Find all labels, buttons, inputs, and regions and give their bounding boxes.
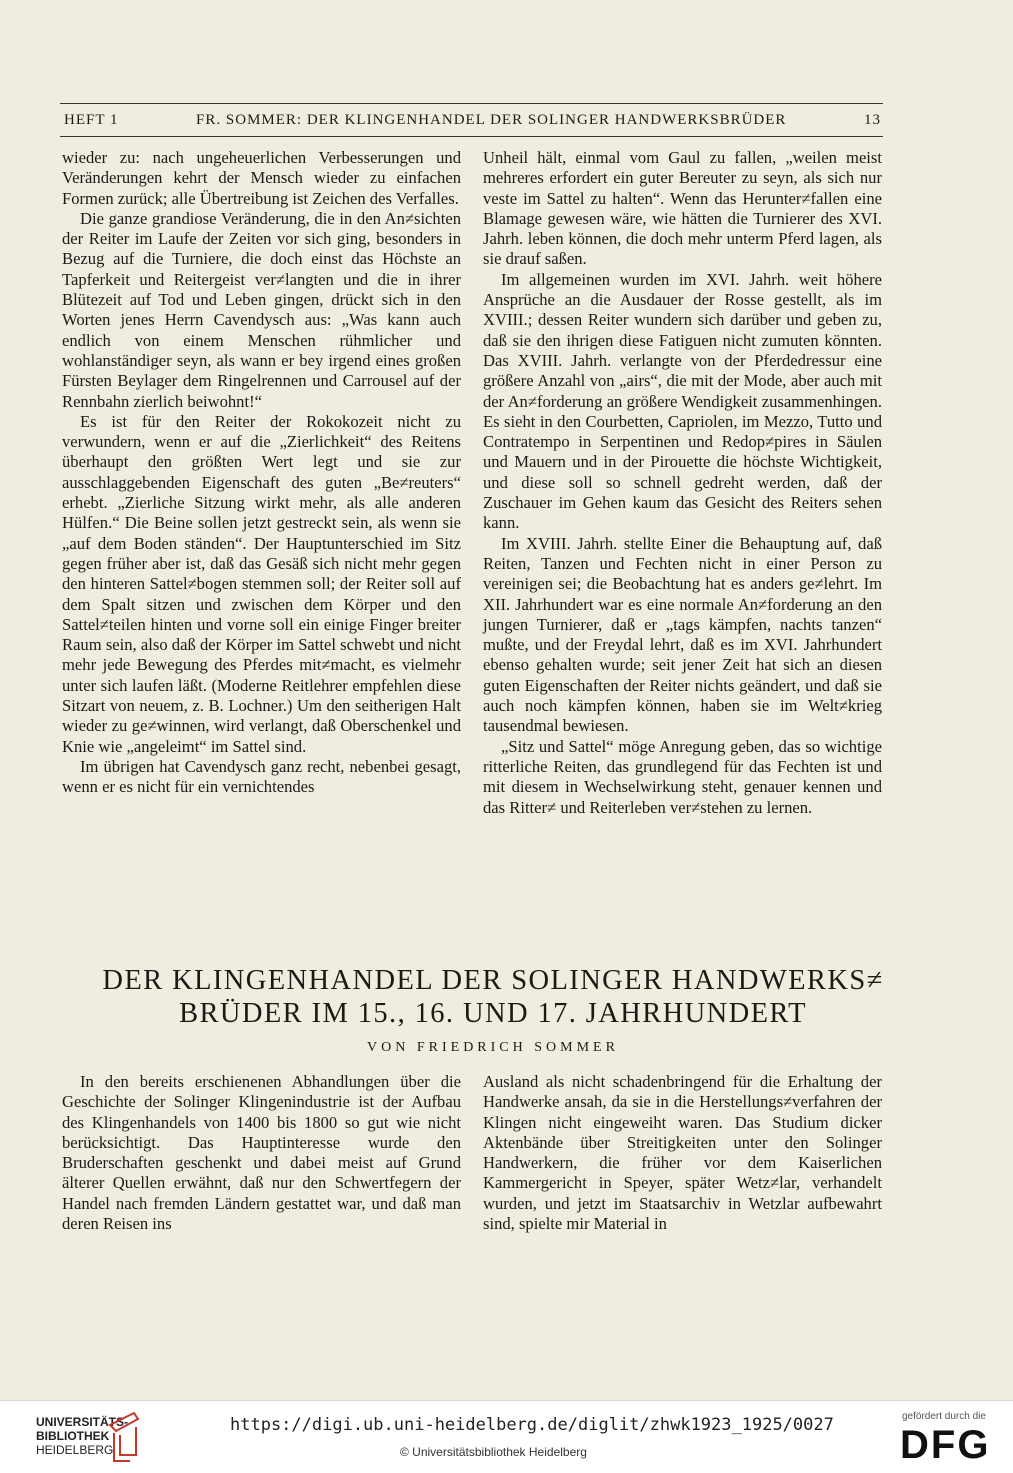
paragraph: Im XVIII. Jahrh. stellte Einer die Behauptung auf, daß Reiten, Tanzen und Fechten nicht in einer Person zu vereinigen sei; die Beobachtung hat es anders ge≠lehrt. Im XII. Jahrhundert war es eine normale An≠forderung an den jungen Turnierer, daß er „tags kämpfen, nachts tanzen“ mußte, und der Freydal lehrt, daß es im XVI. Jahrhundert ebenso gehalten wurde; seit jener Zeit hat sich an diesen guten Eigenschaften der Reiter nichts geändert, und daß sie auch noch kämpfen können, haben sie im Welt≠krieg tausendmal bewiesen. — [483, 533, 882, 736]
article-title — [56, 964, 930, 1030]
running-title: FR. SOMMER: DER KLINGENHANDEL DER SOLINGER HANDWERKSBRÜDER — [196, 112, 787, 128]
page-number: 13 — [863, 112, 881, 128]
lower-left-column — [62, 1072, 461, 1234]
dfg-logo-icon[interactable]: DFG — [900, 1423, 991, 1467]
viewer-footer — [0, 1400, 1013, 1473]
paragraph: In den bereits erschienenen Abhandlungen über die Geschichte der Solinger Klingenindustrie ist der Aufbau des Klingenhandels von 1400 bis 1800 so gut wie nicht berücksichtigt. Das Hauptinteresse wurde den Bruderschaften geschenkt und dabei meist auf Grund älterer Quellen erwähnt, daß nur den Schwertfegern der Handel nach fremden Ländern gestattet war, und daß man deren Reisen ins — [62, 1072, 461, 1234]
top-rule — [60, 103, 883, 104]
running-head — [64, 112, 881, 129]
library-logo-icon[interactable] — [104, 1409, 144, 1463]
paragraph: Ausland als nicht schadenbringend für die Erhaltung der Handwerke ansah, da sie in die Herstellungs≠verfahren der Klingen nicht eingeweiht waren. Das Studium dicker Aktenbände über Streitigkeiten unter den Solinger Handwerkern, die früher vor dem Kaiserlichen Kammergericht in Speyer, später Wetz≠lar, verhandelt wurden, und jetzt im Staatsarchiv in Wetzlar aufbewahrt sind, spielte mir Material in — [483, 1072, 882, 1234]
article-title-line-2: BRÜDER IM 15., 16. UND 17. JAHRHUNDERT — [179, 998, 807, 1029]
copyright-notice: © Universitätsbibliothek Heidelberg — [400, 1445, 587, 1459]
paragraph: Die ganze grandiose Veränderung, die in den An≠sichten der Reiter im Laufe der Zeiten vor sich ging, besonders in Bezug auf die Turniere, die doch einst das Höchste an Tapferkeit und Reitergeist ver≠langten und die in ihrer Blütezeit auf Tod und Leben gingen, drückt sich in den Worten jenes Herrn Cavendysch aus: „Was kann auch endlich von einem Menschen rühmlicher und wohlanständiger seyn, als wann er bey irgend eines großen Fürsten Beylager dem Ringelrennen und Carrousel auf der Rennbahn zierlich beiwohnt!“ — [62, 208, 461, 411]
paragraph: „Sitz und Sattel“ möge Anregung geben, das so wichtige ritterliche Reiten, das grundlegend für das Fechten ist und mit diesem in Wechselwirkung steht, genauer kennen und das Ritter≠ und Reiterleben ver≠stehen zu lernen. — [483, 736, 882, 817]
library-name-line-1: UNIVERSITÄTS- — [36, 1415, 129, 1429]
head-rule — [60, 136, 883, 137]
lower-right-column — [483, 1072, 882, 1234]
article-title-line-1: DER KLINGENHANDEL DER SOLINGER HANDWERKS≠ — [102, 965, 884, 996]
upper-columns — [62, 148, 882, 818]
permalink-url[interactable]: https://digi.ub.uni-heidelberg.de/diglit/zhwk1923_1925/0027 — [230, 1415, 834, 1435]
funded-by-label: gefördert durch die — [902, 1411, 986, 1422]
lower-columns — [62, 1072, 882, 1234]
upper-right-column — [483, 148, 882, 818]
issue-label: HEFT 1 — [64, 112, 119, 128]
library-name-line-2: BIBLIOTHEK — [36, 1429, 110, 1443]
paragraph: Im übrigen hat Cavendysch ganz recht, nebenbei gesagt, wenn er es nicht für ein vernichtendes — [62, 756, 461, 797]
paragraph: wieder zu: nach ungeheuerlichen Verbesserungen und Veränderungen kehrt der Mensch wieder zu einfachen Formen zurück; alle Übertreibung ist Zeichen des Verfalles. — [62, 148, 461, 208]
paragraph: Im allgemeinen wurden im XVI. Jahrh. weit höhere Ansprüche an die Ausdauer der Rosse gestellt, als im XVIII.; dessen Reiter wundern sich darüber und geben zu, daß sie den ihrigen diese Fatiguen nicht zumuten könnten. Das XVIII. Jahrh. verlangte von der Pferdedressur eine größere Anzahl von „airs“, die mit der Mode, aber auch mit der An≠forderung an größere Wendigkeit zusammenhingen. Es sieht in den Courbetten, Capriolen, im Mezzo, Tutto und Contratempo in Serpentinen und Redop≠pires in Säulen und Mauern und in der Pirouette die höchste Wichtigkeit, und diese soll so schnell gedreht werden, daß der Zuschauer im Gehen kaum das Gesicht des Reiters sehen kann. — [483, 269, 882, 533]
paragraph: Unheil hält, einmal vom Gaul zu fallen, „weilen meist mehreres erfordert ein guter Bereuter zu seyn, als sich nur veste im Sattel zu halten“. Wenn das Herunter≠fallen eine Blamage gewesen wäre, wie hätten die Turnierer des XVI. Jahrh. leben können, die doch mehr unterm Pferd lagen, als sie drauf saßen. — [483, 148, 882, 269]
upper-left-column — [62, 148, 461, 818]
paragraph: Es ist für den Reiter der Rokokozeit nicht zu verwundern, wenn er auf die „Zierlichkeit“ des Reitens überhaupt den größten Wert legt und sie zur ausschlaggebenden Eigenschaft des guten „Be≠reuters“ erhebt. „Zierliche Sitzung wirkt mehr, als alle anderen Hülfen.“ Die Beine sollen jetzt gestreckt sein, als wenn sie „auf dem Boden ständen“. Der Hauptunterschied im Sitz gegen früher aber ist, daß das Gesäß sich nicht mehr gegen den hinteren Sattel≠bogen stemmen soll; der Reiter soll auf dem Spalt sitzen und zwischen dem Körper und den Sattel≠teilen hinten und vorne soll ein einige Finger breiter Raum sein, also daß der Körper im Sattel schwebt und nicht mehr jede Bewegung des Pferdes mit≠macht, es vielmehr unter sich laufen läßt. (Moderne Reitlehrer empfehlen diese Sitzart von neuem, z. B. Lochner.) Um den seitherigen Halt wieder zu ge≠winnen, wird verlangt, daß Oberschenkel und Knie wie „angeleimt“ im Sattel sind. — [62, 411, 461, 756]
author-byline: VON FRIEDRICH SOMMER — [367, 1040, 619, 1055]
library-name-line-3: HEIDELBERG — [36, 1443, 114, 1457]
